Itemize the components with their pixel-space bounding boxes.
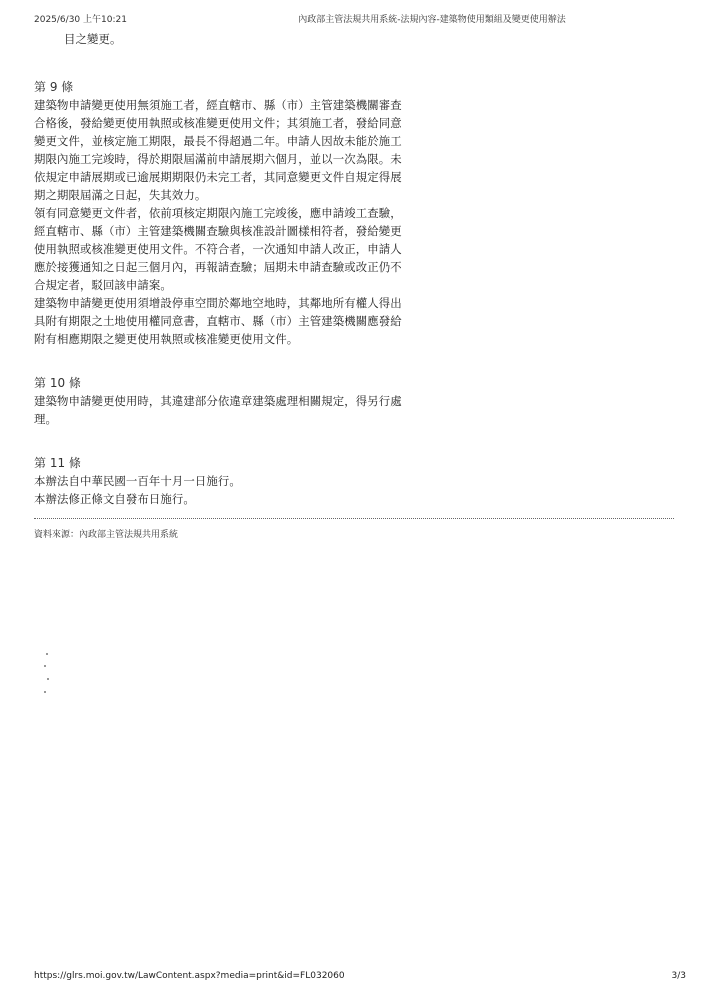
article-block — [34, 454, 509, 508]
article-text-line: 附有相應期限之變更使用執照或核准變更使用文件。 — [34, 332, 299, 346]
article-list — [34, 78, 509, 508]
scan-speck — [44, 665, 46, 667]
article-block — [34, 78, 509, 348]
article-block — [34, 374, 509, 428]
article-text-line: 合格後，發給變更使用執照或核准變更使用文件；其須施工者，發給同意 — [34, 116, 402, 130]
source-note: 資料來源：內政部主管法規共用系統 — [34, 530, 179, 540]
article-text-line: 領有同意變更文件者，依前項核定期限內施工完竣後，應申請竣工查驗， — [34, 206, 402, 220]
article-text-line: 期之期限屆滿之日起，失其效力。 — [34, 188, 207, 202]
article-text-line: 期限內施工完竣時，得於期限屆滿前申請展期六個月，並以一次為限。未 — [34, 152, 402, 166]
article-text-line: 依規定申請展期或已逾展期期限仍未完工者，其同意變更文件自規定得展 — [34, 170, 402, 184]
article-text-line: 使用執照或核准變更使用文件。不符合者，一次通知申請人改正，申請人 — [34, 242, 402, 256]
article-title: 第 11 條 — [34, 456, 81, 470]
article-text-line: 本辦法自中華民國一百年十月一日施行。 — [34, 474, 241, 488]
scan-speck — [44, 691, 46, 693]
article-text-line: 具附有期限之土地使用權同意書，直轄市、縣（市）主管建築機關應發給 — [34, 314, 402, 328]
article-text-line: 變更文件，並核定施工期限，最長不得超過二年。申請人因故未能於施工 — [34, 134, 402, 148]
article-text-line: 建築物申請變更使用須增設停車空間於鄰地空地時，其鄰地所有權人得出 — [34, 296, 402, 310]
print-datetime: 2025/6/30 上午10:21 — [34, 15, 127, 25]
source-divider — [34, 518, 674, 519]
document-title: 內政部主管法規共用系統-法規內容-建築物使用類組及變更使用辦法 — [298, 15, 566, 25]
page-url: https://glrs.moi.gov.tw/LawContent.aspx?media=print&id=FL032060 — [34, 971, 345, 981]
law-content — [34, 30, 509, 508]
scan-speck — [46, 653, 48, 655]
article-text-line: 合規定者，駁回該申請案。 — [34, 278, 172, 292]
continuation-text: 目之變更。 — [64, 32, 122, 46]
article-text-line: 建築物申請變更使用時，其違建部分依違章建築處理相關規定，得另行處 — [34, 394, 402, 408]
article-title: 第 10 條 — [34, 376, 81, 390]
article-text-line: 本辦法修正條文自發布日施行。 — [34, 492, 195, 506]
article-text-line: 理。 — [34, 412, 57, 426]
article-text-line: 經直轄市、縣（市）主管建築機關查驗與核准設計圖樣相符者，發給變更 — [34, 224, 402, 238]
page-number: 3/3 — [671, 971, 686, 981]
article-text-line: 應於接獲通知之日起三個月內，再報請查驗；屆期未申請查驗或改正仍不 — [34, 260, 402, 274]
article-title: 第 9 條 — [34, 80, 74, 94]
article-text-line: 建築物申請變更使用無須施工者，經直轄市、縣（市）主管建築機關審查 — [34, 98, 402, 112]
scan-speck — [47, 678, 49, 680]
